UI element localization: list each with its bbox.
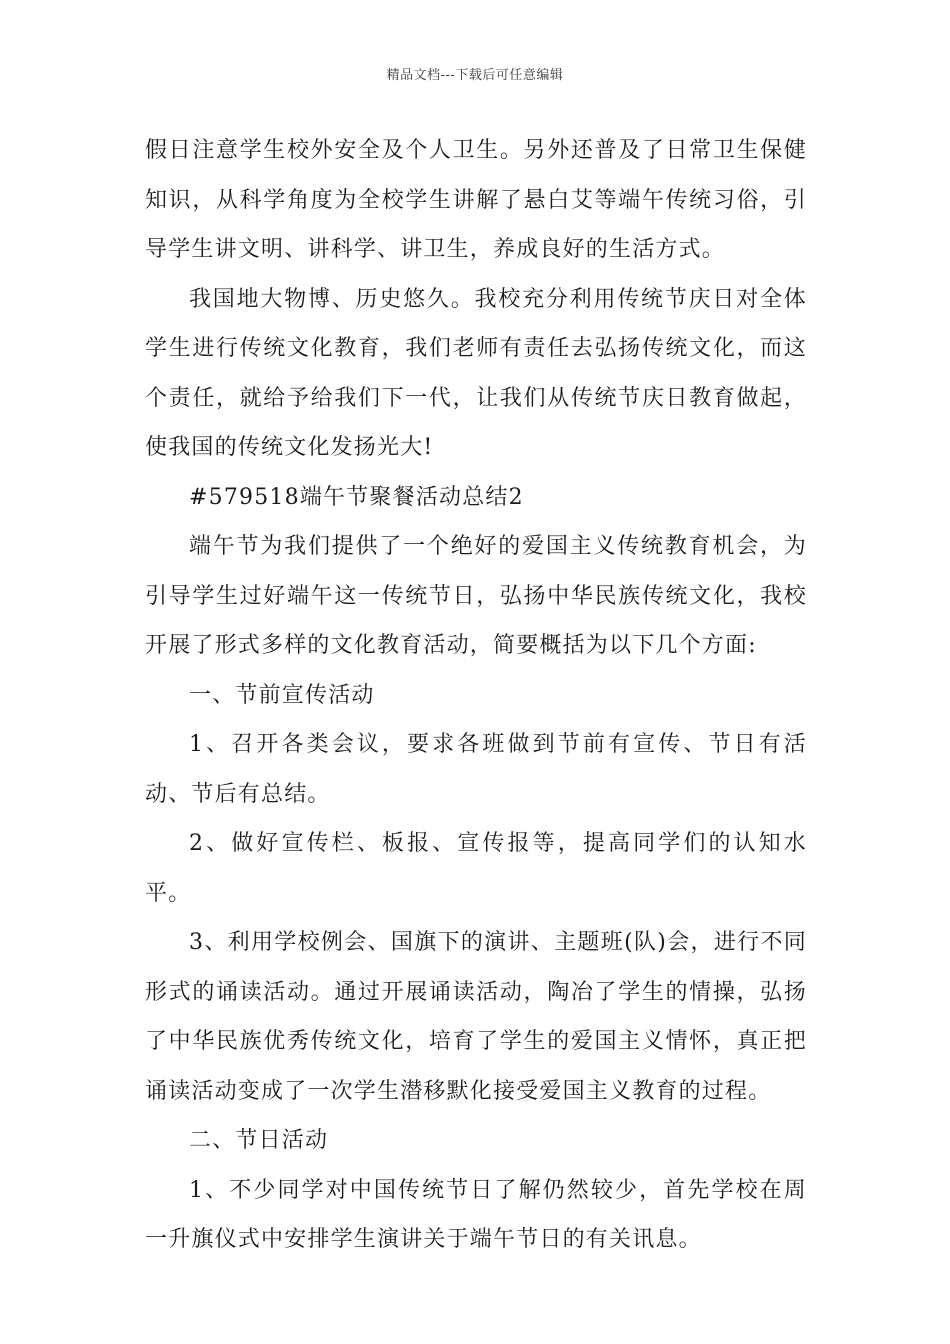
paragraph-intro: 端午节为我们提供了一个绝好的爱国主义传统教育机会，为引导学生过好端午这一传统节日，弘扬中华民族传统文化，我校开展了形式多样的文化教育活动，简要概括为以下几个方面:	[145, 534, 807, 658]
paragraph-traditional-culture: 我国地大物博、历史悠久。我校充分利用传统节庆日对全体学生进行传统文化教育，我们老师有责任去弘扬传统文化，而这个责任，就给予给我们下一代，让我们从传统节庆日教育做起，使我国的传统文化发扬光大!	[145, 286, 807, 460]
list-item-recitation: 3、利用学校例会、国旗下的演讲、主题班(队)会，进行不同形式的诵读活动。通过开展诵读活动，陶冶了学生的情操，弘扬了中华民族优秀传统文化，培育了学生的爱国主义情怀，真正把诵读活动变成了一次学生潜移默化接受爱国主义教育的过程。	[145, 930, 807, 1104]
paragraph-safety-hygiene: 假日注意学生校外安全及个人卫生。另外还普及了日常卫生保健知识，从科学角度为全校学生讲解了悬白艾等端午传统习俗，引导学生讲文明、讲科学、讲卫生，养成良好的生活方式。	[145, 138, 807, 262]
page-header: 精品文档---下载后可任意编辑	[386, 68, 564, 83]
document-body	[145, 126, 807, 1265]
section-heading-pre-festival: 一、节前宣传活动	[189, 682, 375, 708]
list-item-publicity: 2、做好宣传栏、板报、宣传报等，提高同学们的认知水平。	[145, 831, 807, 906]
list-item-flag-ceremony: 1、不少同学对中国传统节日了解仍然较少，首先学校在周一升旗仪式中安排学生演讲关于端午节日的有关讯息。	[145, 1177, 807, 1252]
section-heading-festival: 二、节日活动	[189, 1128, 329, 1153]
list-item-meetings: 1、召开各类会议，要求各班做到节前有宣传、节日有活动、节后有总结。	[145, 732, 807, 807]
section-title: #579518端午节聚餐活动总结2	[189, 484, 524, 510]
